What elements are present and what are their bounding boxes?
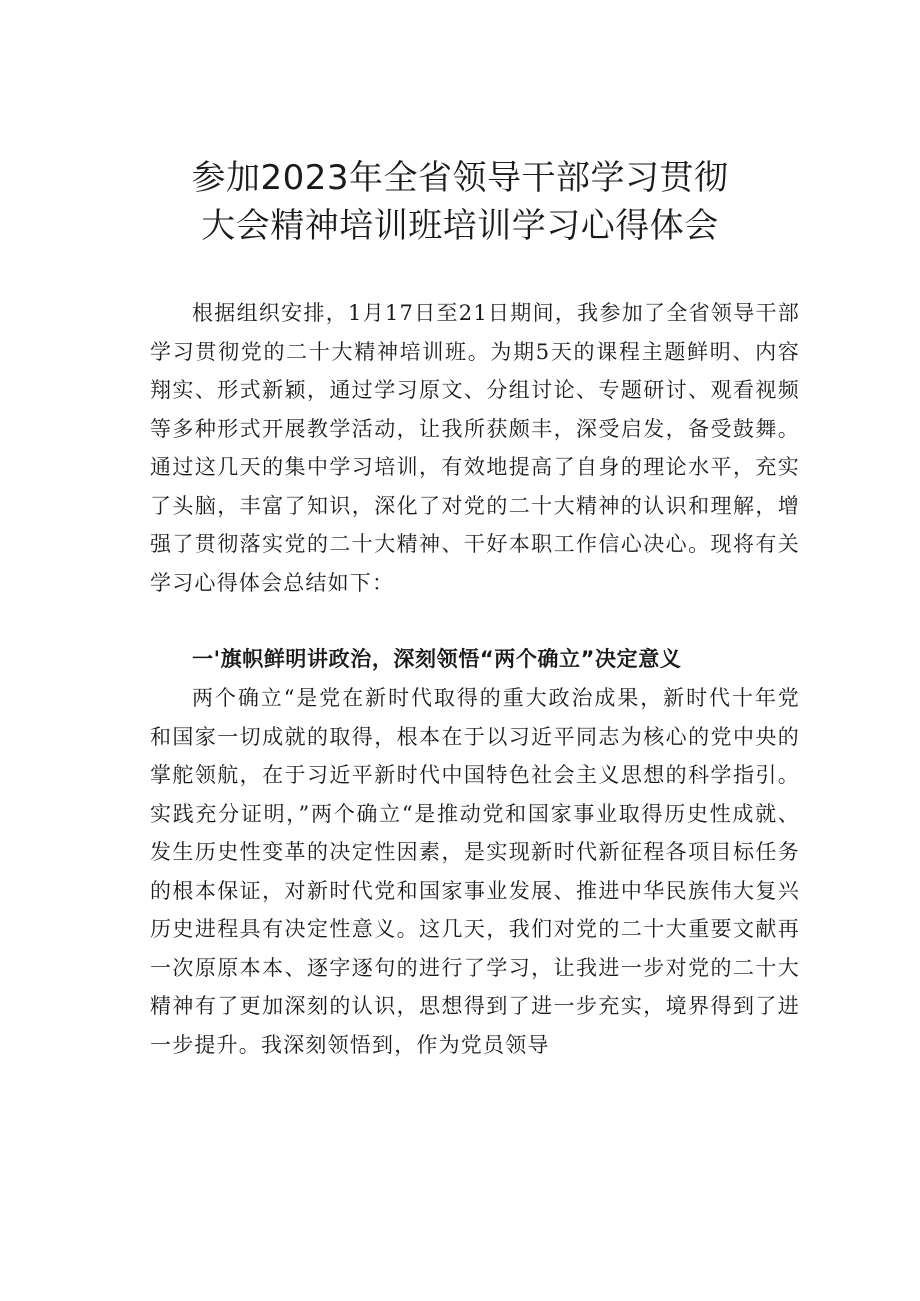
body-section-intro [150,294,800,602]
paragraph-section-1: 两个确立“是党在新时代取得的重大政治成果，新时代十年党和国家一切成就的取得，根本在于以习近平同志为核心的党中央的掌舵领航，在于习近平新时代中国特色社会主义思想的科学指引。实践充分证明，”两个确立“是推动党和国家事业取得历史性成就、发生历史性变革的决定性因素，是实现新时代新征程各项目标任务的根本保证，对新时代党和国家事业发展、推进中华民族伟大复兴历史进程具有决定性意义。这几天，我们对党的二十大重要文献再一次原原本本、逐字逐句的进行了学习，让我进一步对党的二十大精神有了更加深刻的认识，思想得到了进一步充实，境界得到了进一步提升。我深刻领悟到，作为党员领导 [150,686,800,1057]
paragraph-intro: 根据组织安排，1月17日至21日期间，我参加了全省领导干部学习贯彻党的二十大精神培训班。为期5天的课程主题鲜明、内容翔实、形式新颖，通过学习原文、分组讨论、专题研讨、观看视频等多种形式开展教学活动，让我所获颇丰，深受启发，备受鼓舞。通过这几天的集中学习培训，有效地提高了自身的理论水平，充实了头脑，丰富了知识，深化了对党的二十大精神的认识和理解，增强了贯彻落实党的二十大精神、干好本职工作信心决心。现将有关学习心得体会总结如下： [150,301,800,595]
body-section-heading [150,640,800,679]
body-section-1 [150,679,800,1064]
document-title-line-2: 大会精神培训班培训学习心得体会 [201,206,719,246]
document-title-line-1: 参加2023年全省领导干部学习贯彻 [191,158,729,198]
section-heading-1: 一'旗帜鲜明讲政治，深刻领悟“两个确立”决定意义 [192,647,682,671]
